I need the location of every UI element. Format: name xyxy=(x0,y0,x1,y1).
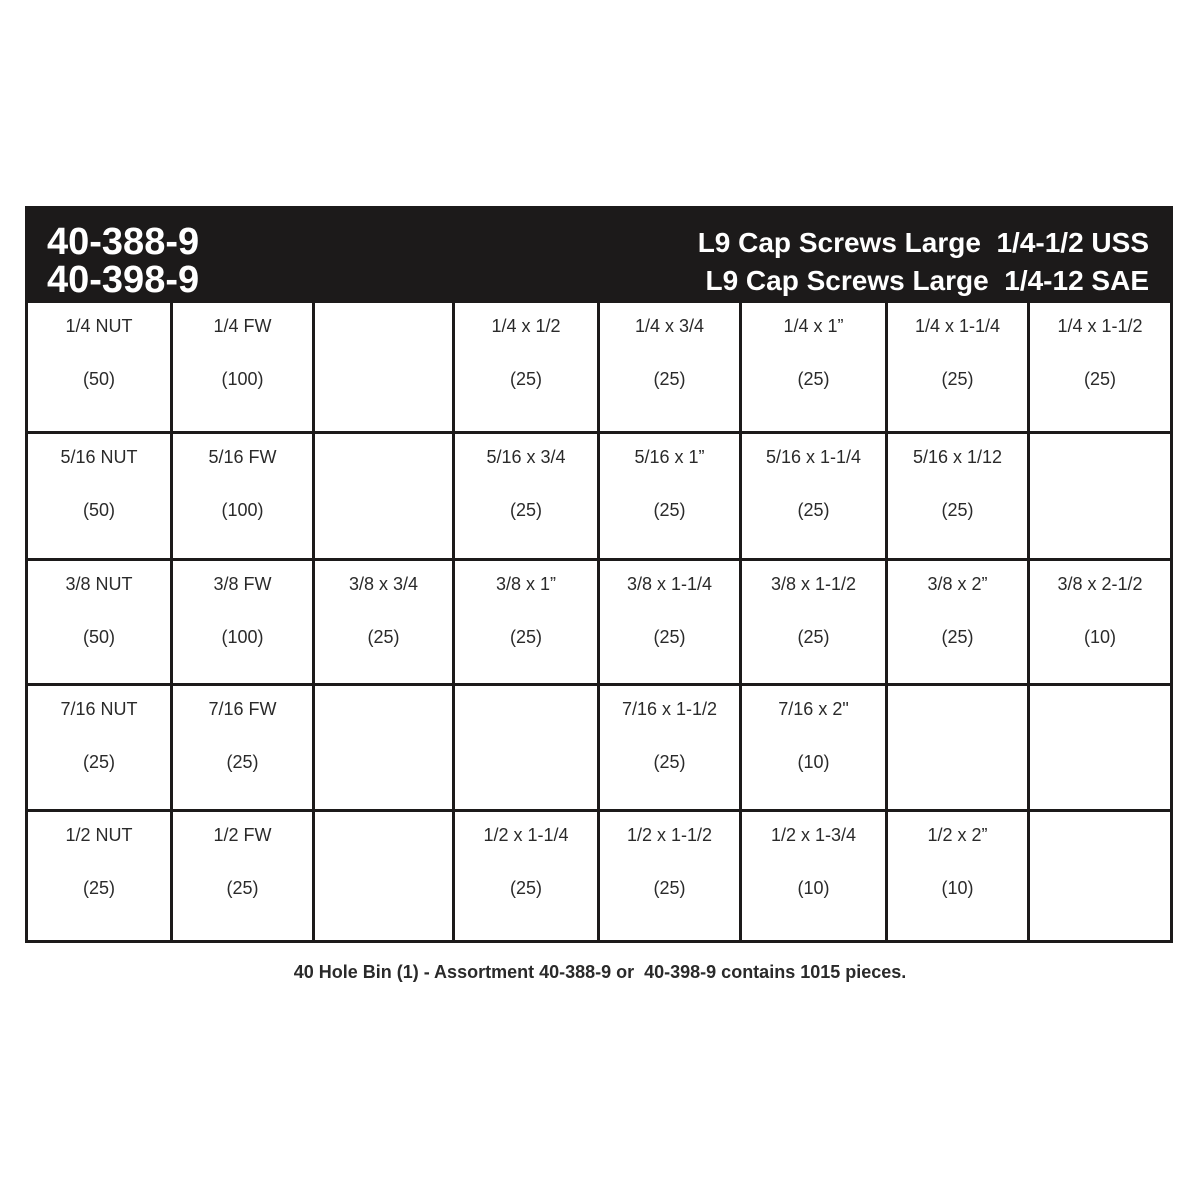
bin-label: 1/2 NUT xyxy=(65,825,133,845)
bin-cell xyxy=(315,434,452,558)
bin-cell xyxy=(600,561,739,683)
bin-label: 5/16 x 3/4 xyxy=(486,447,566,467)
bin-label xyxy=(455,699,597,720)
bin-label: 3/8 x 1” xyxy=(495,574,557,594)
bin-cell xyxy=(28,812,170,940)
bin-count: (25) xyxy=(653,500,686,520)
bin-count: (100) xyxy=(221,627,264,647)
bin-cell xyxy=(315,561,452,683)
bin-count: (10) xyxy=(941,878,974,898)
assortment-note: 40 Hole Bin (1) - Assortment 40-388-9 or 40-398-9 contains 1015 pieces. xyxy=(293,962,907,982)
bin-cell xyxy=(28,561,170,683)
bin-label: 1/4 x 1” xyxy=(783,316,844,336)
bin-label: 5/16 FW xyxy=(208,447,277,467)
bin-count xyxy=(888,752,1027,773)
bin-label: 3/8 x 3/4 xyxy=(348,574,419,594)
bin-cell xyxy=(1030,561,1170,683)
bin-cell xyxy=(742,561,885,683)
bin-cell xyxy=(28,686,170,809)
bin-cell xyxy=(888,434,1027,558)
bin-label: 7/16 FW xyxy=(208,699,277,719)
bin-label: 3/8 x 1-1/4 xyxy=(626,574,713,594)
bin-cell xyxy=(173,434,312,558)
bin-count: (25) xyxy=(797,369,830,389)
bin-label: 1/2 x 1-1/2 xyxy=(626,825,713,845)
bin-cell xyxy=(888,303,1027,431)
bin-cell xyxy=(1030,686,1170,809)
bin-count: (25) xyxy=(797,500,830,520)
bin-cell xyxy=(173,686,312,809)
bin-count xyxy=(315,752,452,773)
bin-cell xyxy=(888,812,1027,940)
bin-cell xyxy=(600,686,739,809)
bin-label: 1/4 x 1-1/2 xyxy=(1057,316,1143,336)
bin-cell xyxy=(600,303,739,431)
bin-label xyxy=(315,316,452,337)
bin-cell xyxy=(742,812,885,940)
bin-count: (50) xyxy=(82,369,115,389)
bin-label: 7/16 x 1-1/2 xyxy=(621,699,718,719)
bin-cell xyxy=(888,561,1027,683)
bin-label xyxy=(315,447,452,468)
bin-label xyxy=(1030,447,1170,468)
bin-count: (25) xyxy=(82,878,115,898)
bin-count: (25) xyxy=(941,500,974,520)
bin-count: (25) xyxy=(509,369,542,389)
bin-count: (25) xyxy=(653,878,686,898)
bin-label xyxy=(1030,699,1170,720)
bin-count: (100) xyxy=(221,369,264,389)
bin-label xyxy=(1030,825,1170,846)
bin-cell xyxy=(455,686,597,809)
bin-count: (25) xyxy=(653,369,686,389)
bin-count: (25) xyxy=(82,752,115,772)
bin-cell xyxy=(600,812,739,940)
header-bar xyxy=(25,206,1173,303)
bin-count xyxy=(1030,500,1170,521)
bin-grid xyxy=(25,303,1173,943)
bin-count: (25) xyxy=(509,627,542,647)
bin-count: (25) xyxy=(226,752,259,772)
bin-label: 1/4 x 3/4 xyxy=(634,316,705,336)
bin-count: (25) xyxy=(509,878,542,898)
bin-label: 3/8 x 1-1/2 xyxy=(770,574,857,594)
bin-label: 1/2 x 1-1/4 xyxy=(483,825,569,845)
bin-label: 3/8 NUT xyxy=(65,574,133,594)
bin-cell xyxy=(742,434,885,558)
bin-count xyxy=(1030,878,1170,899)
bin-label: 5/16 x 1/12 xyxy=(912,447,1003,467)
title-sae: L9 Cap Screws Large 1/4-12 SAE xyxy=(705,265,1149,296)
bin-cell xyxy=(173,812,312,940)
bin-count: (50) xyxy=(82,500,115,520)
bin-count: (25) xyxy=(1083,369,1116,389)
bin-label xyxy=(315,825,452,846)
bin-cell xyxy=(1030,812,1170,940)
bin-label: 1/4 FW xyxy=(213,316,272,336)
bin-label: 1/4 x 1/2 xyxy=(491,316,561,336)
bin-count: (100) xyxy=(221,500,264,520)
bin-cell xyxy=(455,812,597,940)
title-uss: L9 Cap Screws Large 1/4-1/2 USS xyxy=(697,227,1149,258)
bin-count xyxy=(455,752,597,773)
bin-cell xyxy=(315,686,452,809)
bin-count: (10) xyxy=(1083,627,1116,647)
bin-label: 5/16 NUT xyxy=(60,447,138,467)
bin-count: (25) xyxy=(653,752,686,772)
bin-cell xyxy=(455,561,597,683)
bin-count xyxy=(1030,752,1170,773)
bin-count: (25) xyxy=(653,627,686,647)
bin-count xyxy=(315,878,452,899)
bin-label: 1/2 x 2” xyxy=(927,825,988,845)
bin-count: (25) xyxy=(367,627,400,647)
bin-count xyxy=(315,369,452,390)
bin-cell xyxy=(742,303,885,431)
bin-label: 7/16 NUT xyxy=(60,699,138,719)
bin-cell xyxy=(1030,434,1170,558)
bin-cell xyxy=(28,303,170,431)
bin-cell xyxy=(455,434,597,558)
part-number-uss: 40-388-9 xyxy=(47,221,200,263)
bin-cell xyxy=(742,686,885,809)
bin-label xyxy=(888,699,1027,720)
bin-label: 3/8 x 2-1/2 xyxy=(1057,574,1143,594)
bin-count: (10) xyxy=(797,752,830,772)
bin-cell xyxy=(455,303,597,431)
bin-count: (10) xyxy=(797,878,830,898)
bin-label xyxy=(315,699,452,720)
bin-label: 5/16 x 1” xyxy=(634,447,705,467)
bin-count: (25) xyxy=(509,500,542,520)
bin-label: 3/8 FW xyxy=(213,574,272,594)
bin-count: (25) xyxy=(941,627,974,647)
bin-count: (25) xyxy=(941,369,974,389)
bin-cell xyxy=(1030,303,1170,431)
bin-label: 1/2 x 1-3/4 xyxy=(770,825,857,845)
bin-cell xyxy=(315,303,452,431)
bin-cell xyxy=(888,686,1027,809)
bin-label: 1/4 x 1-1/4 xyxy=(914,316,1001,336)
bin-cell xyxy=(173,561,312,683)
bin-label: 5/16 x 1-1/4 xyxy=(765,447,862,467)
bin-cell xyxy=(28,434,170,558)
bin-label: 1/4 NUT xyxy=(65,316,133,336)
bin-cell xyxy=(315,812,452,940)
bin-count xyxy=(315,500,452,521)
bin-cell xyxy=(173,303,312,431)
bin-count: (50) xyxy=(82,627,115,647)
bin-label: 3/8 x 2” xyxy=(927,574,988,594)
bin-count: (25) xyxy=(226,878,259,898)
bin-count: (25) xyxy=(797,627,830,647)
part-number-sae: 40-398-9 xyxy=(47,259,200,301)
bin-label: 1/2 FW xyxy=(213,825,272,845)
bin-label: 7/16 x 2" xyxy=(778,699,849,719)
bin-cell xyxy=(600,434,739,558)
